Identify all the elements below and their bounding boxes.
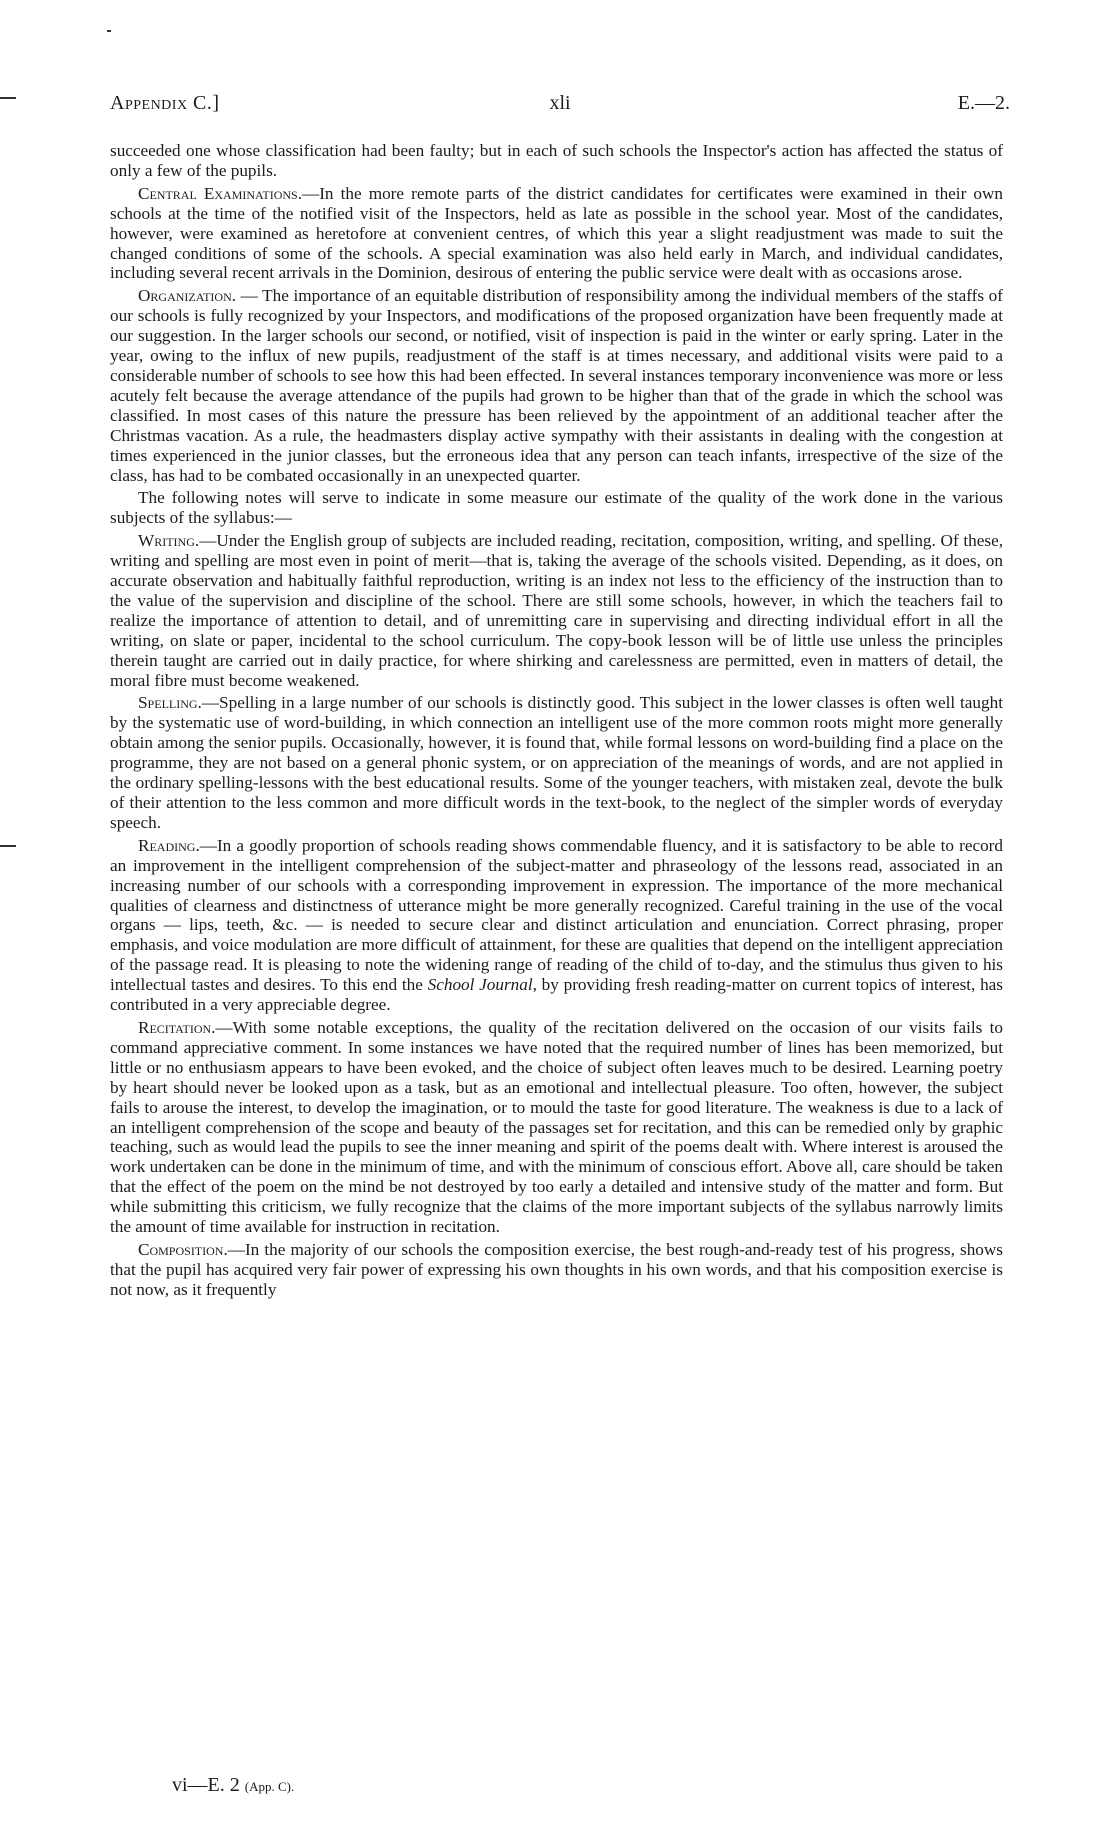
header-report-code: E.—2. (957, 92, 1010, 114)
section-heading: Organization. (138, 286, 237, 306)
journal-title: School Journal (427, 975, 533, 995)
section-heading: Central Examinations. (138, 183, 303, 203)
paragraph-continuation: succeeded one whose classification had been faulty; but in each of such schools the Inspector's action has affected the status of only a few of the pupils. (110, 141, 1003, 180)
section-heading: Writing. (138, 531, 200, 551)
paragraph-spelling: Spelling.—Spelling in a large number of our schools is distinctly good. This subject in the lower classes is often well taught by the systematic use of word-building, in which connection an intelligent use of the more common roots might more generally obtain among the senior pupils. Occasionally, however, it is found that, while formal lessons on word-building find a place on the programme, they are not based on a general phonic system, or on appreciation of the meanings of words, and are not applied in the ordinary spelling-lessons with the best educational results. Some of the younger teachers, with mistaken zeal, devote the bulk of their attention to the less common and more difficult words in the text-book, to the neglect of the simpler words of everyday speech. (110, 693, 1003, 832)
footer-signature-main: vi—E. 2 (172, 1774, 240, 1796)
section-heading: Recitation. (138, 1017, 216, 1037)
scan-mark-left-1 (0, 97, 16, 99)
paragraph-central-examinations: Central Examinations.—In the more remote parts of the district candidates for certificates were examined in their own schools at the time of the notified visit of the Inspectors, held as late as possible in the school year. Most of the candidates, however, were examined as heretofore at convenient centres, of which this year a slight readjustment was made to suit the changed conditions of some of the schools. A special examination was also held early in March, and individual candidates, including several recent arrivals in the Dominion, desirous of entering the public service were dealt with as occasions arose. (110, 183, 1003, 283)
section-heading: Composition. (138, 1239, 228, 1259)
paragraph-recitation: Recitation.—With some notable exceptions, the quality of the recitation delivered on the occasion of our visits fails to command appreciative comment. In some instances we have noted that the required number of lines has been memorized, but little or no enthusiasm appears to have been evoked, and the choice of subject often leaves much to be desired. Learning poetry by heart should never be looked upon as a task, but as an emotional and intellectual pleasure. Too often, however, the subject fails to arouse the interest, to develop the imagination, or to mould the taste for good literature. The weakness is due to a lack of an intelligent comprehension of the scope and beauty of the passages set for recitation, and this can be remedied only by graphic teaching, such as would lead the pupils to see the inner meaning and spirit of the poems dealt with. Where interest is aroused the work undertaken can be done in the minimum of time, and with the minimum of conscious effort. Above all, care should be taken that the effect of the poem on the mind be not destroyed by too early a detailed and intensive study of the matter and form. But while submitting this criticism, we fully recognize that the claims of the more important subjects of the syllabus narrowly limits the amount of time available for instruction in recitation. (110, 1017, 1003, 1237)
paragraph-reading: Reading.—In a goodly proportion of schools reading shows commendable fluency, and it is satisfactory to be able to record an improvement in the intelligent comprehension of the subject-matter and phraseology of the lessons read, associated in an increasing number of our schools with a corresponding improvement in expression. The importance of the more mechanical qualities of clearness and distinctness of utterance might be more generally recognized. Careful training in the use of the vocal organs — lips, teeth, &c. — is needed to secure clear and distinct articulation and enunciation. Correct phrasing, proper emphasis, and voice modulation are more difficult of attainment, for these are qualities that depend on the intelligent appreciation of the passage read. It is pleasing to note the widening range of reading of the child of to-day, and the stimulus thus given to his intellectual tastes and desires. To this end the School Journal, by providing fresh reading-matter on current topics of interest, has contributed in a very appreciable degree. (110, 835, 1003, 1015)
header-page-number: xli (549, 92, 571, 114)
paragraph-composition: Composition.—In the majority of our schools the composition exercise, the best rough-and-ready test of his progress, shows that the pupil has acquired very fair power of expressing his own thoughts in his own words, and that his composition exercise is not now, as it frequently (110, 1239, 1003, 1299)
scan-mark-top (107, 30, 111, 32)
page-footer-signature (172, 1774, 294, 1797)
scan-mark-left-2 (0, 845, 16, 847)
paragraph-writing: Writing.—Under the English group of subjects are included reading, recitation, composition, writing, and spelling. Of these, writing and spelling are most even in point of merit—that is, taking the average of the schools visited. Depending, as it does, on accurate observation and habitually faithful reproduction, writing is an index not less to the efficiency of the instruction than to the value of the supervision and discipline of the school. There are still some schools, however, in which the teachers fail to realize the importance of attention to detail, and of unremitting care in supervising and directing individual effort in all the writing, on slate or paper, incidental to the school curriculum. The copy-book lesson will be of little use unless the principles therein taught are carried out in daily practice, for where shirking and carelessness are permitted, even in matters of detail, the moral fibre must become weakened. (110, 531, 1003, 690)
paragraph-organization: Organization. — The importance of an equitable distribution of responsibility among the individual members of the staffs of our schools is fully recognized by your Inspectors, and modifications of the proposed organization have been frequently made at our suggestion. In the larger schools our second, or notified, visit of inspection is paid in the winter or early spring. Later in the year, owing to the influx of new pupils, readjustment of the staff is at times necessary, and additional visits were paid to a considerable number of schools to see how this had been effected. In several instances temporary inconvenience was more or less acutely felt because the average attendance of the pupils had grown to be higher than that of the grade in which the school was classified. In most cases of this nature the pressure has been relieved by the appointment of an additional teacher after the Christmas vacation. As a rule, the headmasters display active sympathy with their assistants in dealing with the congestion at times experienced in the junior classes, but the erroneous idea that any person can teach infants, irrespective of the size of the class, has had to be combated occasionally in an unexpected quarter. (110, 286, 1003, 485)
section-heading: Spelling. (138, 693, 202, 713)
footer-signature-appendix: (App. C). (244, 1779, 295, 1794)
header-appendix: Appendix C.] (110, 92, 220, 114)
page-header (110, 92, 1010, 122)
paragraph-notes-intro: The following notes will serve to indicate in some measure our estimate of the quality of the work done in the various subjects of the syllabus:— (110, 488, 1003, 528)
section-heading: Reading. (138, 835, 200, 855)
document-body (110, 141, 1003, 1303)
